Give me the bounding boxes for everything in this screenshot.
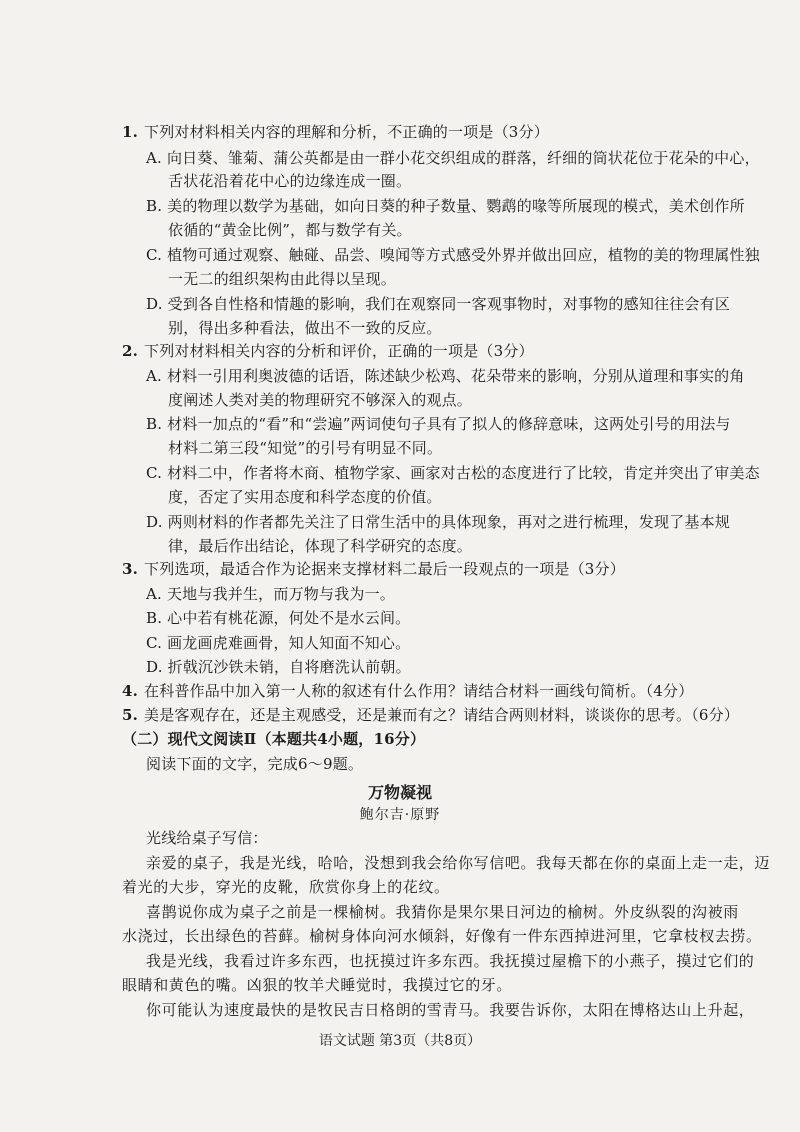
option-line: D. 两则材料的作者都先关注了日常生活中的具体现象，再对之进行梳理，发现了基本规 <box>146 513 731 531</box>
question-number: 5. <box>122 706 139 724</box>
question-number: 1. <box>122 123 139 141</box>
option-line: 度，否定了实用态度和科学态度的价值。 <box>168 488 442 506</box>
page-footer: 语文试题 第3页（共8页） <box>318 1033 482 1049</box>
article-title: 万物凝视 <box>367 783 432 802</box>
option-line: A. 材料一引用利奥波德的话语，陈述缺少松鸡、花朵带来的影响，分别从道理和事实的角 <box>146 367 745 385</box>
question-text: 在科普作品中加入第一人称的叙述有什么作用？请结合材料一画线句简析。（4分） <box>144 682 694 700</box>
article-paragraph-line: 水浇过，长出绿色的苔藓。榆树身体向河水倾斜，好像有一件东西掉进河里，它拿枝杈去捞。 <box>122 927 762 945</box>
option-line: B. 美的物理以数学为基础，如向日葵的种子数量、鹦鹉的喙等所展现的模式，美术创作所 <box>146 197 745 215</box>
option-line: 舌状花沿着花中心的边缘连成一圈。 <box>168 172 412 190</box>
question-number: 3. <box>122 560 139 578</box>
article-intro: 光线给桌子写信： <box>146 829 268 847</box>
question-text: 下列对材料相关内容的分析和评价，正确的一项是（3分） <box>144 342 534 360</box>
option-line: 律，最后作出结论，体现了科学研究的态度。 <box>168 537 473 555</box>
section-instruction: 阅读下面的文字，完成6～9题。 <box>146 755 364 773</box>
option-line: 一无二的组织架构由此得以呈现。 <box>168 270 397 288</box>
question-text: 下列对材料相关内容的理解和分析，不正确的一项是（3分） <box>144 123 549 141</box>
question-number: 2. <box>122 342 139 360</box>
article-paragraph-line: 你可能认为速度最快的是牧民吉日格朗的雪青马。我要告诉你，太阳在博格达山上升起， <box>146 1001 755 1019</box>
option-line: 材料二第三段“知觉”的引号有明显不同。 <box>168 439 443 457</box>
question-5-stem <box>122 705 739 725</box>
option-line: C. 植物可通过观察、触碰、品尝、嗅闻等方式感受外界并做出回应，植物的美的物理属性独 <box>146 246 760 264</box>
question-2-stem <box>122 341 534 361</box>
article-author: 鲍尔吉·原野 <box>359 807 441 823</box>
option-line: D. 折戟沉沙铁未销，自将磨洗认前朝。 <box>146 658 411 676</box>
question-1-stem <box>122 122 549 142</box>
question-4-stem <box>122 681 693 701</box>
article-paragraph-line: 着光的大步，穿光的皮靴，欣赏你身上的花纹。 <box>122 878 450 896</box>
question-text: 下列选项，最适合作为论据来支撑材料二最后一段观点的一项是（3分） <box>144 560 625 578</box>
question-3-stem <box>122 559 625 579</box>
option-line: 依循的“黄金比例”，都与数学有关。 <box>168 221 412 239</box>
option-line: D. 受到各自性格和情趣的影响，我们在观察同一客观事物时，对事物的感知往往会有区 <box>146 295 731 313</box>
question-text: 美是客观存在，还是主观感受，还是兼而有之？请结合两则材料，谈谈你的思考。（6分） <box>144 706 740 724</box>
option-line: B. 材料一加点的“看”和“尝遍”两词使句子具有了拟人的修辞意味，这两处引号的用法与 <box>146 415 731 433</box>
option-line: 度阐述人类对美的物理研究不够深入的观点。 <box>168 391 473 409</box>
option-line: B. 心中若有桃花源，何处不是水云间。 <box>146 609 411 627</box>
article-paragraph-line: 我是光线，我看过许多东西，也抚摸过许多东西。我抚摸过屋檐下的小燕子，摸过它们的 <box>146 952 755 970</box>
section-heading: （二）现代文阅读Ⅱ（本题共4小题，16分） <box>122 730 426 748</box>
option-line: A. 天地与我并生，而万物与我为一。 <box>146 585 395 603</box>
option-line: C. 画龙画虎难画骨，知人知面不知心。 <box>146 634 411 652</box>
article-paragraph-line: 眼睛和黄色的嘴。凶狠的牧羊犬睡觉时，我摸过它的牙。 <box>122 976 513 994</box>
article-paragraph-line: 喜鹊说你成为桌子之前是一棵榆树。我猜你是果尔果日河边的榆树。外皮纵裂的沟被雨 <box>146 903 739 921</box>
article-paragraph-line: 亲爱的桌子，我是光线，哈哈，没想到我会给你写信吧。我每天都在你的桌面上走一走，迈 <box>146 854 771 872</box>
option-line: 别，得出多种看法，做出不一致的反应。 <box>168 319 442 337</box>
question-number: 4. <box>122 682 139 700</box>
option-line: A. 向日葵、雏菊、蒲公英都是由一群小花交织组成的群落，纤细的筒状花位于花朵的中心， <box>146 149 760 167</box>
option-line: C. 材料二中，作者将木商、植物学家、画家对古松的态度进行了比较，肯定并突出了审美态 <box>146 464 760 482</box>
